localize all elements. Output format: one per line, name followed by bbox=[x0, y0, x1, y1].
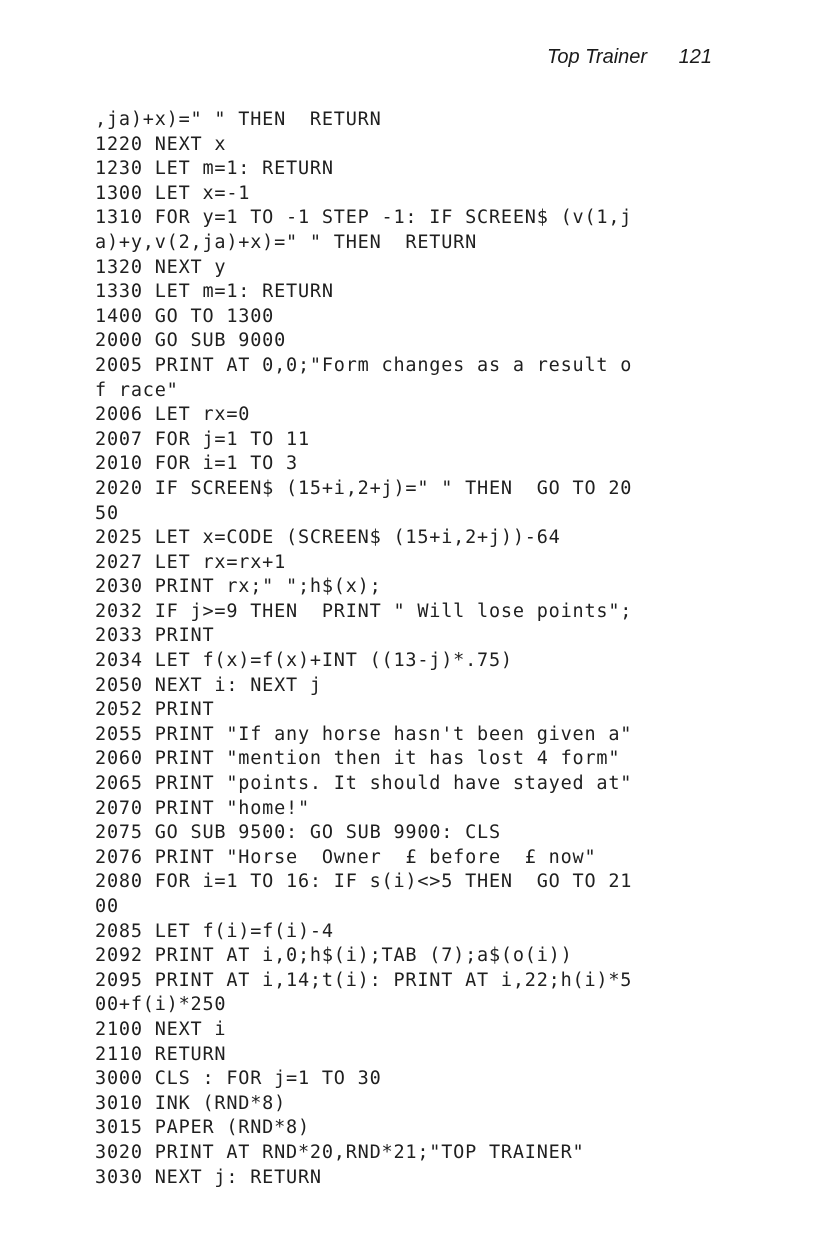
listing-line: 00 bbox=[95, 896, 119, 917]
listing-line: 3030 NEXT j: RETURN bbox=[95, 1166, 322, 1188]
listing-line: 2052 PRINT bbox=[95, 699, 215, 721]
listing-line: 2085 LET f(i)=f(i)-4 bbox=[95, 920, 334, 942]
listing-line: 2027 LET rx=rx+1 bbox=[95, 551, 287, 573]
listing-line: 1330 LET m=1: RETURN bbox=[95, 281, 334, 303]
listing-line: 2006 LET rx=0 bbox=[95, 404, 251, 426]
listing-line: 1310 FOR y=1 TO -1 STEP -1: IF SCREEN$ (v(1,j bbox=[95, 207, 633, 229]
page-number: 121 bbox=[678, 46, 712, 68]
listing-line: 2025 LET x=CODE (SCREEN$ (15+i,2+j))-64 bbox=[95, 527, 561, 549]
listing-line: 1400 GO TO 1300 bbox=[95, 305, 275, 327]
listing-line: 1300 LET x=-1 bbox=[95, 182, 251, 204]
listing-line: 2034 LET f(x)=f(x)+INT ((13-j)*.75) bbox=[95, 650, 513, 672]
listing-line: 3010 INK (RND*8) bbox=[95, 1092, 287, 1114]
listing-line: 2060 PRINT "mention then it has lost 4 form" bbox=[95, 748, 621, 770]
listing-line: 2110 RETURN bbox=[95, 1043, 227, 1065]
running-header bbox=[547, 46, 712, 69]
listing-line: 2076 PRINT "Horse Owner £ before £ now" bbox=[95, 846, 597, 868]
listing-line: 2095 PRINT AT i,14;t(i): PRINT AT i,22;h(i)*5 bbox=[95, 969, 633, 991]
listing-line: 1230 LET m=1: RETURN bbox=[95, 158, 334, 180]
running-header-title: Top Trainer bbox=[547, 46, 648, 68]
listing-line: 1220 NEXT x bbox=[95, 133, 227, 155]
listing-line: 2007 FOR j=1 TO 11 bbox=[95, 428, 310, 450]
basic-program-listing bbox=[95, 108, 735, 1190]
listing-line: 2032 IF j>=9 THEN PRINT " Will lose points"; bbox=[95, 600, 633, 622]
listing-line: 2005 PRINT AT 0,0;"Form changes as a result o bbox=[95, 354, 633, 376]
listing-line: 3000 CLS : FOR j=1 TO 30 bbox=[95, 1068, 382, 1090]
listing-line: 2030 PRINT rx;" ";h$(x); bbox=[95, 576, 382, 598]
listing-line: 2080 FOR i=1 TO 16: IF s(i)<>5 THEN GO TO 21 bbox=[95, 871, 633, 893]
listing-line: ,ja)+x)=" " THEN RETURN bbox=[95, 109, 382, 130]
listing-line: 2100 NEXT i bbox=[95, 1018, 227, 1040]
listing-line: 2055 PRINT "If any horse hasn't been given a" bbox=[95, 723, 633, 745]
listing-line: 1320 NEXT y bbox=[95, 256, 227, 278]
listing-line: 2065 PRINT "points. It should have stayed at" bbox=[95, 773, 633, 795]
listing-line: 2092 PRINT AT i,0;h$(i);TAB (7);a$(o(i)) bbox=[95, 945, 573, 967]
listing-line: 2075 GO SUB 9500: GO SUB 9900: CLS bbox=[95, 822, 501, 844]
listing-line: 3015 PAPER (RND*8) bbox=[95, 1117, 310, 1139]
listing-line: 2010 FOR i=1 TO 3 bbox=[95, 453, 298, 475]
listing-line: f race" bbox=[95, 379, 179, 401]
listing-line: 2070 PRINT "home!" bbox=[95, 797, 310, 819]
listing-line: 50 bbox=[95, 502, 119, 524]
listing-line: 00+f(i)*250 bbox=[95, 994, 227, 1016]
listing-line: 2050 NEXT i: NEXT j bbox=[95, 674, 322, 696]
listing-line: 2033 PRINT bbox=[95, 625, 215, 647]
listing-line: 2000 GO SUB 9000 bbox=[95, 330, 287, 352]
listing-line: a)+y,v(2,ja)+x)=" " THEN RETURN bbox=[95, 231, 478, 253]
listing-line: 3020 PRINT AT RND*20,RND*21;"TOP TRAINER" bbox=[95, 1141, 585, 1163]
listing-line: 2020 IF SCREEN$ (15+i,2+j)=" " THEN GO TO 20 bbox=[95, 477, 633, 499]
